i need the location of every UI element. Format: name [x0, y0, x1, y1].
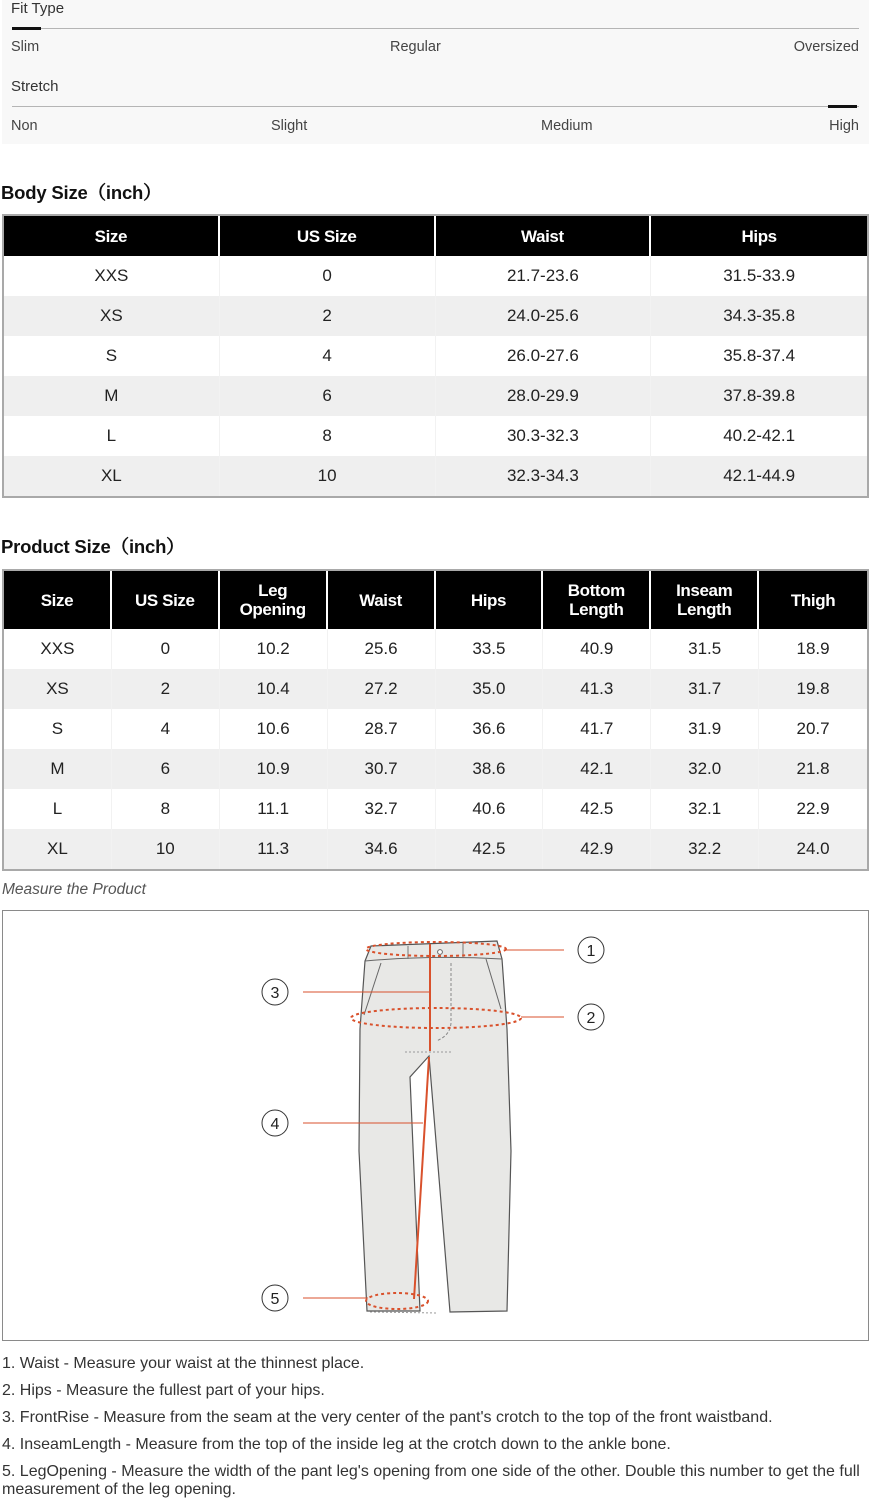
pants-outline — [359, 941, 511, 1312]
marker-2-label: 2 — [586, 1010, 596, 1027]
header-hips: Hips — [651, 216, 867, 256]
body-size-table — [2, 214, 869, 498]
table-cell: 42.5 — [436, 829, 544, 869]
header-cell-line: Thigh — [790, 590, 836, 610]
table-cell: 21.7-23.6 — [436, 256, 652, 296]
table-cell: 20.7 — [796, 719, 830, 738]
stretch-option-medium: Medium — [541, 118, 593, 134]
table-cell: 36.6 — [436, 709, 544, 749]
stretch-label: Stretch — [11, 78, 59, 95]
table-cell: 10 — [112, 829, 220, 869]
table-cell: 32.2 — [651, 829, 759, 869]
table-cell: 31.9 — [651, 709, 759, 749]
header-cell — [4, 571, 112, 629]
measurement-diagram — [2, 910, 869, 1341]
table-row — [4, 296, 867, 336]
measure-caption: Measure the Product — [2, 881, 146, 898]
header-cell-line: Length — [677, 600, 732, 619]
table-cell: M — [4, 749, 112, 789]
fit-option-slim: Slim — [11, 39, 40, 55]
table-cell: 32.1 — [651, 789, 759, 829]
table-cell: 34.3-35.8 — [651, 296, 867, 336]
marker-5-label: 5 — [270, 1291, 280, 1308]
table-cell: 2 — [112, 669, 220, 709]
table-row — [4, 669, 867, 709]
table-cell: 34.6 — [328, 829, 436, 869]
header-cell — [543, 571, 651, 629]
product-size-table — [2, 569, 869, 871]
table-row — [4, 256, 867, 296]
table-row — [4, 416, 867, 456]
header-cell-line: Length — [569, 600, 624, 619]
table-cell: 10.2 — [220, 629, 328, 669]
marker-1 — [578, 937, 604, 963]
header-waist: Waist — [436, 216, 652, 256]
table-cell: 38.6 — [436, 749, 544, 789]
table-cell: XXS — [4, 256, 220, 296]
marker-3 — [262, 979, 288, 1005]
table-cell: 26.0-27.6 — [436, 336, 652, 376]
body-size-title: Body Size（inch） — [1, 182, 162, 203]
header-cell-line: Waist — [359, 590, 402, 610]
table-cell: 30.3-32.3 — [436, 416, 652, 456]
table-cell: 41.7 — [543, 709, 651, 749]
table-cell: L — [4, 416, 220, 456]
table-row — [4, 709, 867, 749]
table-cell: M — [4, 376, 220, 416]
fit-option-regular: Regular — [390, 39, 441, 55]
table-cell: 2 — [220, 296, 436, 336]
marker-3-label: 3 — [270, 985, 280, 1002]
header-cell-line: Hips — [470, 590, 507, 610]
measurement-notes — [2, 1355, 862, 1499]
table-cell: 35.0 — [436, 669, 544, 709]
table-cell: XL — [4, 829, 112, 869]
fit-stretch-panel — [2, 0, 869, 144]
stretch-option-high: High — [829, 118, 859, 134]
table-cell: 10.4 — [220, 669, 328, 709]
marker-2 — [578, 1004, 604, 1030]
table-cell: 24.0 — [759, 829, 867, 869]
table-cell: 37.8-39.8 — [651, 376, 867, 416]
table-row — [4, 376, 867, 416]
table-cell: 10 — [220, 456, 436, 496]
fit-option-oversized: Oversized — [793, 39, 859, 55]
table-cell: 21.8 — [759, 749, 867, 789]
table-cell: 40.9 — [543, 629, 651, 669]
table-cell: 19.8 — [759, 669, 867, 709]
marker-5 — [262, 1285, 288, 1311]
table-cell: 42.1 — [543, 749, 651, 789]
table-cell: 40.2-42.1 — [723, 426, 796, 445]
table-cell: 42.1-44.9 — [651, 456, 867, 496]
header-cell-line: US Size — [135, 590, 195, 610]
table-cell: 4 — [112, 709, 220, 749]
note-leg-opening: 5. LegOpening - Measure the width of the pant leg's opening from one side of the other. Double this number to get the full measurement of the leg opening. — [2, 1463, 860, 1498]
header-cell-line: Leg — [258, 581, 288, 600]
table-cell: 11.3 — [220, 829, 328, 869]
header-cell — [651, 571, 759, 629]
table-row — [4, 829, 867, 869]
table-cell: 31.5-33.9 — [723, 266, 796, 285]
table-cell: 6 — [112, 749, 220, 789]
table-cell: 25.6 — [328, 629, 436, 669]
table-cell: 28.7 — [328, 709, 436, 749]
table-cell: S — [4, 709, 112, 749]
table-cell: 32.7 — [328, 789, 436, 829]
marker-4-label: 4 — [270, 1116, 280, 1133]
table-cell: 8 — [112, 789, 220, 829]
table-cell: 24.0-25.6 — [436, 296, 652, 336]
header-cell — [436, 571, 544, 629]
note-hips: 2. Hips - Measure the fullest part of your hips. — [2, 1382, 325, 1399]
table-cell: 0 — [112, 629, 220, 669]
table-cell: 6 — [220, 376, 436, 416]
stretch-option-slight: Slight — [271, 118, 308, 134]
table-cell: 8 — [220, 416, 436, 456]
header-cell-line: Bottom — [567, 581, 625, 600]
table-cell: 33.5 — [436, 629, 544, 669]
table-cell: XL — [4, 456, 220, 496]
header-cell-line: Size — [40, 590, 74, 610]
table-cell: 35.8-37.4 — [723, 346, 796, 365]
button — [438, 950, 443, 955]
fit-type-label: Fit Type — [11, 0, 65, 17]
marker-4 — [262, 1110, 288, 1136]
fit-type-marker — [12, 27, 41, 30]
table-cell: 27.2 — [328, 669, 436, 709]
table-header-row — [4, 216, 867, 256]
table-cell: 4 — [220, 336, 436, 376]
header-cell-line: Opening — [239, 600, 306, 619]
table-cell: L — [4, 789, 112, 829]
header-size: Size — [4, 216, 220, 256]
table-cell: 28.0-29.9 — [436, 376, 652, 416]
header-cell-line: Inseam — [676, 581, 733, 600]
table-cell: 30.7 — [328, 749, 436, 789]
table-cell: 32.3-34.3 — [436, 456, 652, 496]
table-cell: 31.5 — [651, 629, 759, 669]
table-cell: 0 — [220, 256, 436, 296]
note-inseam-length: 4. InseamLength - Measure from the top of the inside leg at the crotch down to the ankle bone. — [2, 1436, 671, 1453]
table-cell: 22.9 — [796, 799, 830, 818]
table-cell: 18.9 — [796, 639, 830, 658]
pants-illustration — [3, 911, 870, 1342]
note-waist: 1. Waist - Measure your waist at the thinnest place. — [2, 1355, 365, 1372]
table-cell: 42.9 — [543, 829, 651, 869]
table-cell: XS — [4, 296, 220, 336]
table-cell: XXS — [4, 629, 112, 669]
table-header-row — [4, 571, 867, 629]
stretch-option-non: Non — [11, 118, 38, 134]
table-cell: 11.1 — [220, 789, 328, 829]
table-cell: 10.9 — [220, 749, 328, 789]
table-cell: 42.5 — [543, 789, 651, 829]
header-cell — [220, 571, 328, 629]
table-row — [4, 336, 867, 376]
stretch-marker — [828, 105, 857, 108]
table-cell: 41.3 — [543, 669, 651, 709]
product-size-title: Product Size（inch） — [1, 536, 185, 557]
note-front-rise: 3. FrontRise - Measure from the seam at the very center of the pant's crotch to the top of the front waistband. — [2, 1409, 773, 1426]
table-cell: 40.6 — [436, 789, 544, 829]
table-cell: 31.7 — [651, 669, 759, 709]
table-cell: XS — [4, 669, 112, 709]
marker-1-label: 1 — [586, 943, 596, 960]
stretch-track — [12, 106, 859, 107]
header-us-size: US Size — [220, 216, 436, 256]
header-cell — [112, 571, 220, 629]
table-cell: S — [4, 336, 220, 376]
table-row — [4, 629, 867, 669]
table-cell: 32.0 — [651, 749, 759, 789]
table-cell: 10.6 — [220, 709, 328, 749]
table-row — [4, 456, 867, 496]
table-row — [4, 789, 867, 829]
header-cell — [759, 571, 867, 629]
header-cell — [328, 571, 436, 629]
inseam-mark — [414, 1057, 429, 1299]
table-row — [4, 749, 867, 789]
fit-type-track — [12, 28, 859, 29]
